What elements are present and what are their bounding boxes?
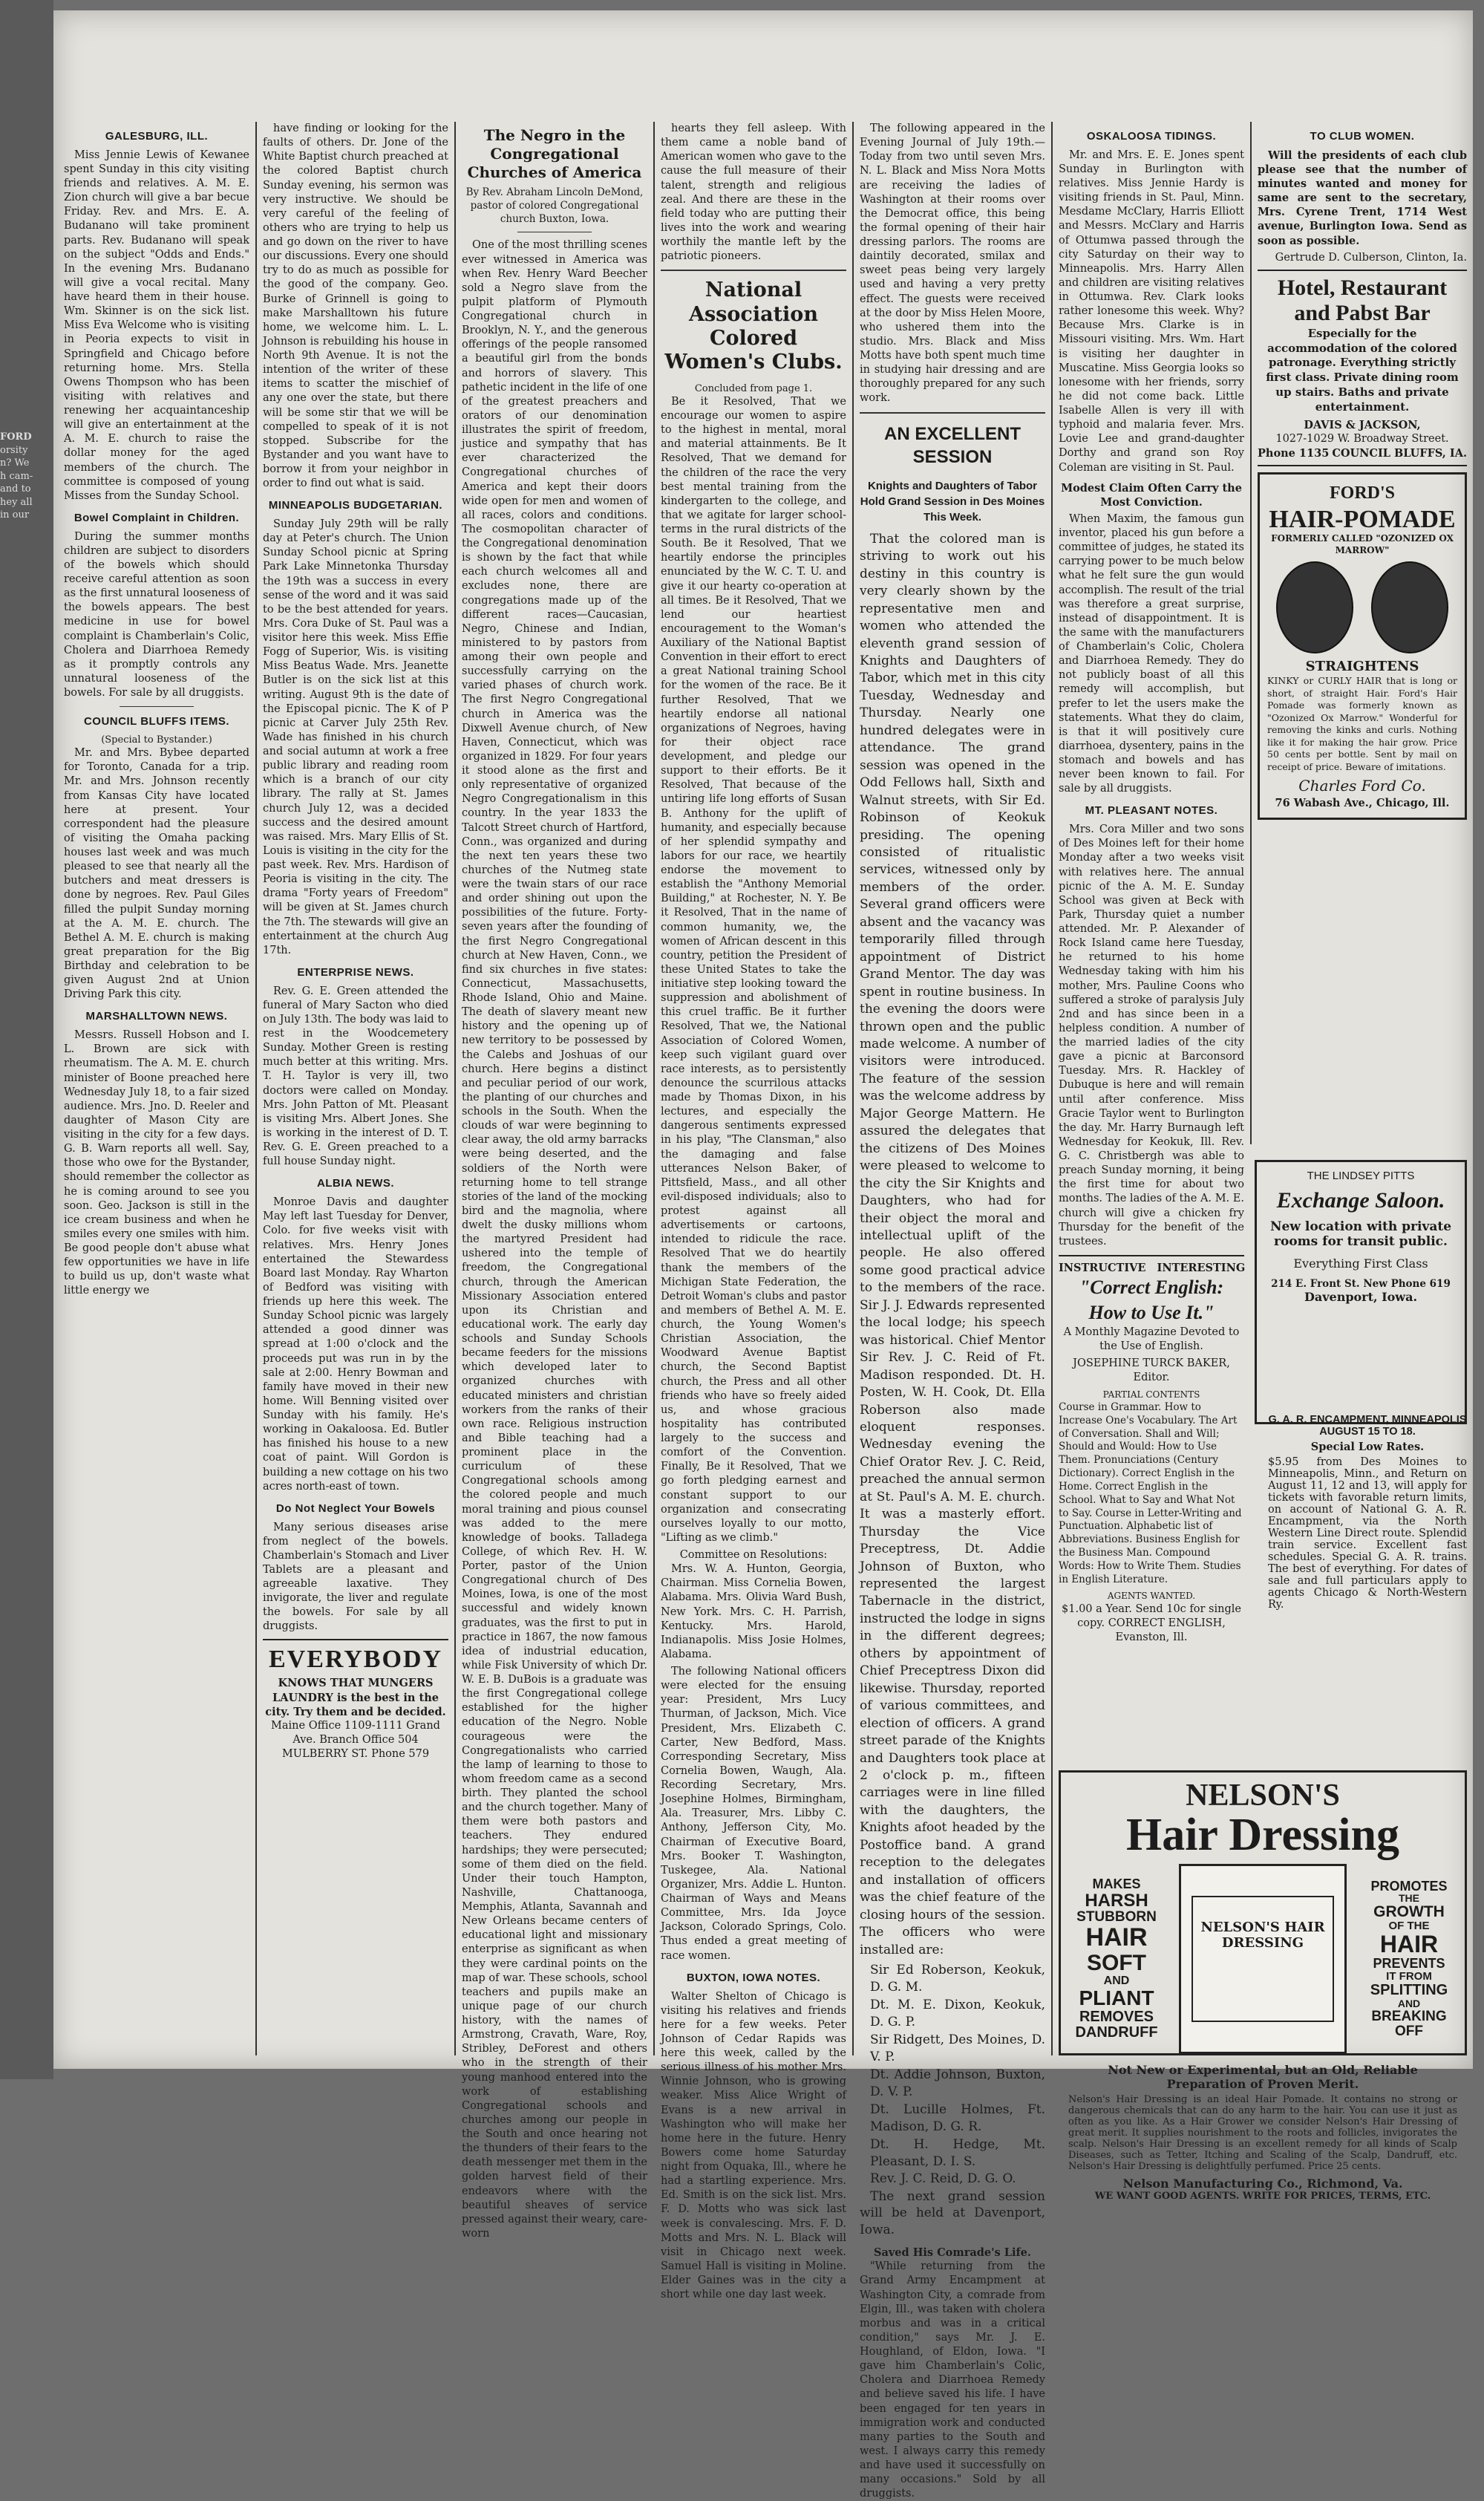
claim-line: IT FROM — [1386, 1970, 1432, 1983]
laundry-ad — [263, 1639, 448, 1762]
hotel-ad-address: 1027-1029 W. Broadway Street. — [1275, 432, 1449, 445]
nelson-ad-left-claims — [1068, 1877, 1165, 2040]
claim-line: SPLITTING — [1370, 1982, 1448, 1999]
minneapolis-text: Sunday July 29th will be rally day at Peter's church. The Union Sunday School picnic at Spring Park Lake Minnetonka Thursday the 19th was a success in every sense of the word and it was said to be the best attended for years. Mrs. Cora Duke of St. Paul was a visitor here this week. Miss Effie Fogg of Superior, Wis. is visiting Miss Beatus Wade. Mrs. Jeanette Butler is on the sick list at this writing. August 9th is the date of the Episcopal picnic. The K of P picnic at Carver July 25th Rev. Wade has finished in his church and social autumn at work a free public library and reading room which is a branch of our city library. The rally at St. James church July 12, was a decided success and the desired amount was raised. Mrs. Mary Ellis of St. Louis is visiting in the city for the past week. Rev. Mrs. Hardison of Peoria is visiting in the city. The drama "Forty years of Freedom" will be given at St. James church the 7th. The stewards will give an entertainment at the church Aug 17th. — [263, 518, 448, 956]
ford-ad-title-2: HAIR-POMADE — [1269, 505, 1456, 533]
officer-line: Dt. Addie Johnson, Buxton, D. V. P. — [870, 2067, 1045, 2100]
officer-line: Sir Ed Roberson, Keokuk, D. G. M. — [870, 1963, 1045, 1995]
claim-line: THE — [1399, 1892, 1419, 1905]
galesburg-heading: GALESBURG, ILL. — [105, 130, 209, 143]
hotel-ad-title: Hotel, Restaurant and Pabst Bar — [1277, 275, 1448, 326]
enterprise-text: Rev. G. E. Green attended the funeral of Mary Sacton who died on July 13th. The body was laid to rest in the Woodcemetery Sunday. Mother Green is resting much better at this writing. Mrs. T. H. Taylor is very ill, two doctors were called on Monday. Mrs. John Patton of Mt. Pleasant is visiting Mrs. Albert Jones. She is working in the interest of D. T. Rev. G. E. Green preached to a full house Sunday night. — [263, 985, 448, 1168]
hotel-ad-text: Especially for the accommodation of the colored patronage. Everything strictly first class. Private dining room up stairs. Baths and private entertainment. — [1266, 326, 1459, 414]
officer-line: Dt. H. Hedge, Mt. Pleasant, D. I. S. — [870, 2136, 1045, 2169]
fragment-line: h cam- — [0, 470, 33, 482]
column-5 — [860, 122, 1045, 2500]
divider — [120, 706, 194, 707]
ford-ad-title: FORD'S — [1329, 483, 1395, 503]
hotel-ad-phone: Phone 1135 — [1258, 446, 1330, 460]
hair-parlor-text: The following appeared in the Evening Journal of July 19th.—Today from two until seven Mrs. N. L. Black and Miss Nora Motts are receiving the ladies of Washington at their rooms over the Democrat office, this being the formal opening of their hair dressing parlors. The rooms are daintily decorated, smilax and sweet peas being very largely used and having a very pretty effect. The guests were received at the door by Miss Helen Moore, who ushered them into the studio. Mrs. Black and Miss Motts have both spent much time in studying hair dressing and are thoroughly prepared for any such work. — [860, 123, 1045, 405]
claim-line: HARSH — [1085, 1891, 1148, 1911]
nelson-ad-title: NELSON'S — [1186, 1778, 1340, 1813]
laundry-ad-text: KNOWS THAT MUNGERS LAUNDRY is the best in the city. Try them and be decided. — [265, 1677, 446, 1718]
claim-line: STUBBORN — [1076, 1909, 1157, 1926]
gar-ad-text: $5.95 from Des Moines to Minneapolis, Minn., and Return on August 11, 12 and 13, will apply for tickets with favorable return limits, on account of National G. A. R. Encampment, via the North Western Line Direct route. Splendid train service. Excellent fast schedules. Special G. A. R. trains. The best of everything. For dates of sale and full particulars apply to agents Chicago & North-Western Ry. — [1268, 1456, 1467, 1611]
column-rule — [653, 122, 655, 2055]
tin-label: NELSON'S HAIR DRESSING — [1192, 1896, 1334, 2022]
fragment-line: hey all — [0, 496, 33, 508]
claim-line: OF THE — [1388, 1920, 1430, 1933]
nelson-ad-tagline: Not New or Experimental, but an Old, Reliable Preparation of Proven Merit. — [1108, 2063, 1418, 2092]
hotel-ad-firm: DAVIS & JACKSON, — [1304, 418, 1421, 431]
galesburg-text: Miss Jennie Lewis of Kewanee spent Sunday in this city visiting friends and relatives. A. M. E. Zion church will give a bar becue Friday. Rev. and Mrs. E. A. Budanano will take prominent parts. Rev. Budanano will speak on the subject "Odds and Ends." In the evening Mrs. Budanano will give a vocal recital. Many have heard them in their house. Wm. Skinner is on the sick list. Miss Eva Welcome who is visiting in Peoria expects to visit in Springfield and Chicago before returning home. Mrs. Stella Owens Thompson who has been visiting with relatives and renewing her acquaintanceship will give an entertainment at the A. M. E. church to raise the dollar money for the aged members of the church. The committee is composed of young Misses from the Sunday School. — [64, 149, 249, 502]
installed-officers — [860, 1962, 1045, 2188]
buxton-text: Walter Shelton of Chicago is visiting his relatives and friends here for a few weeks. Peter Johnson of Cedar Rapids was here this week, called by the serious illness of his mother Mrs. Winnie Johnson, who is growing weaker. Miss Alice Wright of Evans is a new arrival in Washington who will make her home here in the future. Henry Bowers come home Saturday night from Oquaka, Ill., where he had a startling experience. Mrs. Ed. Smith is on the sick list. Mrs. F. D. Motts who was sick last week is convalescing. Mrs. F. D. Motts and Mrs. N. L. Black will visit in Chicago next week. Samuel Hall is visiting in Moline. Elder Gaines was in the city a short while one day last week. — [661, 1990, 846, 2301]
bowel-text: During the summer months children are subject to disorders of the bowels which should receive careful attention as soon as the first unnatural looseness of the bowels appears. The best medicine in use for bowel complaint is Chamberlain's Colic, Cholera and Diarrhoea Remedy as it promptly controls any unnatural looseness of the bowels. For sale by all druggists. — [64, 530, 249, 700]
woman-portrait-icon — [1276, 561, 1353, 653]
ford-ad-subtitle: FORMERLY CALLED "OZONIZED OX MARROW" — [1271, 533, 1454, 555]
club-women-heading: TO CLUB WOMEN. — [1310, 130, 1415, 143]
council-bluffs-subheading: (Special to Bystander.) — [101, 734, 212, 746]
claim-line: SOFT — [1087, 1951, 1146, 1976]
column-6 — [1059, 122, 1246, 1644]
committee-heading: Committee on Resolutions: — [679, 1549, 828, 1562]
excellent-session-text: That the colored man is striving to work out his destiny in this country is very clearly shown by the representative men and women who attended the eleventh grand session of Knights and Daughters of Tabor, which met in this city Tuesday, Wednesday and Thursday. Nearly one hundred delegates were in attendance. The grand session was opened in the Odd Fellows hall, Sixth and Walnut streets, with Sir Ed. Robinson of Keokuk presiding. The opening consisted of ritualistic services, witnessed only by members of the order. Several grand officers were absent and the vacancy was temporarily filled through appointment of District Grand Mentor. The day was spent in routine business. In the evening the doors were thrown open and the public made welcome. A number of visitors were introduced. The feature of the session was the welcome address by Major George Mattern. He assured the delegates that the citizens of Des Moines were pleased to welcome to the city the Sir Knights and Daughters, who had for their object the moral and intellectual uplift of the people. He also offered some good practical advice to the members of the race. Sir J. J. Edwards represented the local lodge; his speech was historical. Chief Mentor Sir Rev. J. C. Reid of Ft. Madison responded. Dt. H. Posten, W. H. Cook, Dt. Ella Roberson also made eloquent responses. Wednesday evening the Chief Orator Rev. J. C. Reid, preached the annual sermon at St. Paul's A. M. E. church. It was a masterly effort. Thursday the Vice Preceptress, Dt. Addie Johnson of Buxton, who represented the largest Tabernacle in the district, instructed the lodge in signs in the different degrees; others by appointment of Chief Preceptress Dixon did likewise. Thursday, reported of various committees, and election of officers. A grand street parade of the Knights and Daughters took place at 2 o'clock p. m., fifteen carriages were in line filled with the daughters, the Knights afoot headed by the Postoffice band. A grand reception to the delegates and installation of officers was the chief feature of the closing hours of the session. The officers who were installed are: — [860, 531, 1045, 1957]
claim-line: REMOVES — [1079, 2008, 1154, 2025]
marshalltown-heading: MARSHALLTOWN NEWS. — [85, 1010, 228, 1023]
nelson-ad-title-2: Hair Dressing — [1125, 1810, 1399, 1860]
fragment-line: orsity — [0, 444, 28, 456]
hotel-ad-footer — [1258, 446, 1467, 460]
hair-dressing-tin-icon — [1179, 1864, 1347, 2054]
column-1 — [64, 122, 249, 2055]
nelson-hair-dressing-ad — [1059, 1770, 1467, 2202]
club-women-signature: Gertrude D. Culberson, Clinton, Ia. — [1275, 251, 1467, 264]
ford-pomade-ad — [1258, 472, 1467, 820]
officers-text: The following National officers were elected for the ensuing year: President, Mrs Lucy Thurman, of Jackson, Mich. Vice President, Mrs. Elizabeth C. Carter, New Bedford, Mass. Corresponding Secretary, Miss Cornelia Bowen, Waugh, Ala. Recording Secretary, Mrs. Josephine Holmes, Birmingham, Ala. Treasurer, Mrs. Libby C. Anthony, Jefferson City, Mo. Chairman of Executive Board, Mrs. Booker T. Washington, Tuskegee, Ala. National Organizer, Mrs. Addie L. Hunton. Chairman of Ways and Means Committee, Mrs. Ida Joyce Jackson, Colorado Springs, Colo. Thus ended a great meeting of race women. — [661, 1666, 846, 1962]
officer-line: Dt. Lucille Holmes, Ft. Madison, D. G. R. — [870, 2101, 1045, 2135]
bowel-heading: Bowel Complaint in Children. — [73, 511, 240, 524]
correct-english-subtitle: A Monthly Magazine Devoted to the Use of English. — [1063, 1326, 1240, 1352]
ford-ad-signature: Charles Ford Co. — [1298, 777, 1426, 795]
woman-portrait-icon — [1371, 561, 1448, 653]
bowels-ad-text: Many serious diseases arise from neglect of the bowels. Chamberlain's Stomach and Liver Tablets are a pleasant and agreeable laxative. They invigorate, the liver and regulate the bowels. For sale by all druggists. — [263, 1521, 448, 1633]
correct-english-editor: JOSEPHINE TURCK BAKER, Editor. — [1073, 1357, 1230, 1384]
gar-ad-heading: G. A. R. ENCAMPMENT, MINNEAPOLIS AUGUST 15 TO 18. — [1268, 1414, 1467, 1438]
lindsey-ad-text: New location with private rooms for transit public. — [1269, 1219, 1452, 1249]
claim-line: MAKES — [1092, 1876, 1141, 1892]
lindsey-ad-address: 214 E. Front St. New Phone 619 — [1271, 1278, 1451, 1290]
oskaloosa-text: Mr. and Mrs. E. E. Jones spent Sunday in Burlington with relatives. Miss Jennie Hardy is visiting friends in St. Paul, Minn. Mesdame McClary, Harris Elliott and Messrs. McClary and Harris of Ottumwa passed through the city Saturday on their way to Minneapolis. Mrs. Harry Allen and children are visiting relatives in Ottumwa. Rev. Clark looks rather lonesome this week. Why? Because Mrs. Clarke is in Missouri visiting. Mrs. Wm. Hart is visiting her daughter in Muscatine. Miss Georgia looks so lonesome with her friends, sorry he did not come back. Little Isabelle Allen is very ill with typhoid and malaria fever. Mrs. Lovie Lee and grand-daughter Dorthy and grand son Roy Coleman are visiting in St. Paul. — [1059, 149, 1244, 474]
correct-english-contents-heading: PARTIAL CONTENTS — [1102, 1389, 1200, 1401]
column-rule — [1051, 122, 1053, 2055]
column-4 — [661, 122, 846, 2301]
correct-english-contents: Course in Grammar. How to Increase One's Vocabulary. The Art of Conversation. Shall and Will; Should and Would: How to Use Them. Pronunciations (Century Dictionary). Correct English in the Home. Correct English in the School. What to Say and What Not to Say. Course in Letter-Writing and Punctuation. Alphabetic list of Abbreviations. Business English for the Business Man. Compound Words: How to Write Them. Studies in English Literature. — [1059, 1401, 1242, 1585]
mt-pleasant-heading: MT. PLEASANT NOTES. — [1085, 804, 1218, 818]
congregational-continued-text: hearts they fell asleep. With them came a noble band of American women who gave to the cause the full measure of their talent, strength and religious zeal. And there are these in the field today who are putting their lives into the work and wearing worthily the mantle left by the patriotic pioneers. — [661, 123, 846, 263]
council-bluffs-heading: COUNCIL BLUFFS ITEMS. — [83, 715, 230, 728]
hotel-ad — [1258, 270, 1467, 466]
claim-line: HAIR — [1085, 1923, 1148, 1952]
nelson-ad-text: Nelson's Hair Dressing is an ideal Hair Pomade. It contains no strong or dangerous chemicals that can do any harm to the hair. You can use it just as often as you like. As a Hair Grower we consider Nelson's Hair Dressing of great merit. It supplies nourishment to the roots and follicles, invigorates the scalp. Nelson's Hair Dressing is an excellent remedy for all kinds of Scalp Diseases, such as Tetter, Itching and Scaling of the Scalp, Dandruff, etc. Nelson's Hair Dressing is delightfully perfumed. Price 25 cents. — [1068, 2094, 1457, 2173]
fragment-line: FORD — [0, 431, 32, 443]
club-women-text: Will the presidents of each club please see that the number of minutes wanted and money for same are sent to the secretary, Mrs. Cyrene Trent, 1714 West avenue, Burlington Iowa. Send as soon as possible. — [1258, 149, 1467, 247]
correct-english-price: $1.00 a Year. Send 10c for single copy. CORRECT ENGLISH, Evanston, Ill. — [1062, 1603, 1241, 1644]
claim-line: OFF — [1395, 2023, 1423, 2039]
albia-text: Monroe Davis and daughter May left last Tuesday for Denver, Colo. for five weeks visit with relatives. Mrs. Henry Jones entertained the Stewardess Board last Monday. Ray Wharton of Bedford was visiting with friends up here this week. The Sunday School picnic was largely attended a good dinner was spread at 1:00 o'clock and the proceeds put was run in by the sale at 2:00. Henry Bowman and family have moved in their new home. Will Benning visited over Sunday with his family. He's working in Oakaloosa. Ed. Butler has finished his house to a new coat of paint. Will Gordon is building a new cottage on his two acres north-east of town. — [263, 1196, 448, 1493]
claim-line: AND — [1103, 1974, 1130, 1987]
column-7 — [1258, 122, 1467, 1144]
marshalltown-continued-text: have finding or looking for the faults of others. Dr. Jone of the White Baptist church preached at the colored Baptist church Sunday evening, his sermon was very instructive. We should be very careful of the feeling of others who are trying to help us and go down on the river to have our discussions. Every one should try to do as much as possible for the good of the company. Geo. Burke of Grinnell is going to make Marshalltown his future home, we welcome him. L. L. Johnson is rebuilding his house in North 9th Avenue. It is not the intention of the writer of these items to scatter the mischief of any one over the state, but there will be some stir that we will be compelled to speak of it is not stopped. Subscribe for the Bystander and you want have to borrow it from your neighbor in order to find out what is said. — [263, 123, 448, 490]
excellent-session-subheading: Knights and Daughters of Tabor Hold Grand Session in Des Moines This Week. — [860, 479, 1045, 524]
next-session-text: The next grand session will be held at Davenport, Iowa. — [860, 2188, 1045, 2237]
correct-english-title: "Correct English: How to Use It." — [1079, 1276, 1224, 1323]
laundry-ad-title: EVERYBODY — [268, 1645, 443, 1673]
marshalltown-text: Messrs. Russell Hobson and I. L. Brown are sick with rheumatism. The A. M. E. church minister of Boone preached here Wednesday July 18, to a fair sized audience. Mrs. Jno. D. Reeler and daughter of Mason City are visiting in the city for a few days. G. B. Warn reports all well. Say, those who owe for the Bystander, should remember the collector as he is coming around to see you soon. Geo. Jackson is still in the ice cream business and when he smiles every one smiles with him. Be good people don't abuse what few opportunities we have in life to build us up, don't waste what little energy we — [64, 1029, 249, 1297]
saved-life-heading: Saved His Comrade's Life. — [874, 2246, 1031, 2260]
congregational-heading: The Negro in the Congregational Churches of America — [467, 126, 642, 181]
column-rule — [852, 122, 854, 2055]
officer-line: Dt. M. E. Dixon, Keokuk, D. G. P. — [870, 1997, 1045, 2030]
newspaper-page — [53, 10, 1473, 2500]
gar-ad-subheading: Special Low Rates. — [1310, 1441, 1425, 1453]
nelson-ad-agents: WE WANT GOOD AGENTS. WRITE FOR PRICES, TERMS, ETC. — [1094, 2191, 1431, 2202]
ford-ad-text: KINKY or CURLY HAIR that is long or short, of straight Hair. Ford's Hair Pomade was formerly known as "Ozonized Ox Marrow." Wonderful for removing the kinks and curls. Nothing like it for making the hair grow. Price 50 cents per bottle. Sent by mail on receipt of price. Beware of imitations. — [1267, 675, 1457, 772]
minneapolis-heading: MINNEAPOLIS BUDGETARIAN. — [268, 499, 443, 512]
saved-life-text: "While returning from the Grand Army Encampment at Washington City, a comrade from Elgin, Ill., was taken with cholera morbus and was in a critical condition," says Mr. J. E. Houghland, of Eldon, Iowa. "I gave him Chamberlain's Colic, Cholera and Diarrhoea Remedy and believe saved his life. I have been engaged for ten years in immigration work and conducted many parties to the South and west. I always carry this remedy and have used it successfully on many occasions." Sold by all druggists. — [860, 2260, 1045, 2500]
divider — [661, 270, 846, 271]
claim-line: BREAKING — [1371, 2008, 1447, 2024]
column-rule — [255, 122, 257, 2055]
claim-line: HAIR — [1379, 1930, 1439, 1957]
hotel-ad-city: COUNCIL BLUFFS, IA. — [1332, 446, 1467, 460]
lindsey-ad-title: Exchange Saloon. — [1276, 1188, 1445, 1213]
claim-line: PROMOTES — [1370, 1878, 1448, 1894]
lower-right-ads — [1059, 1154, 1467, 2202]
council-bluffs-text: Mr. and Mrs. Bybee departed for Toronto, Canada for a trip. Mr. and Mrs. Johnson recently from Kansas City have located here at present. Your correspondent had the pleasure of visiting the Omaha packing houses last week and was much pleased to see that nearly all the butchers and meat dressers is done by negroes. Rev. Paul Giles filled the pulpit Sunday morning at the A. M. E. church. The Bethel A. M. E. church is making great preparation for the Big Birthday and celebration to be given August 2nd at Union Driving Park this city. — [64, 747, 249, 1001]
albia-heading: ALBIA NEWS. — [316, 1177, 395, 1190]
gar-ad — [1268, 1414, 1467, 1611]
congregational-byline: By Rev. Abraham Lincoln DeMond, pastor of colored Congregational church Buxton, Iowa. — [465, 186, 644, 225]
column-2 — [263, 122, 448, 2055]
laundry-ad-address: Maine Office 1109-1111 Grand Ave. Branch Office 504 MULBERRY ST. Phone 579 — [271, 1719, 440, 1761]
buxton-heading: BUXTON, IOWA NOTES. — [686, 1971, 821, 1984]
ford-ad-address: 76 Wabash Ave., Chicago, Ill. — [1275, 796, 1450, 809]
modest-claim-heading: Modest Claim Often Carry the Most Conviction. — [1061, 481, 1242, 509]
lindsey-ad-heading: THE LINDSEY PITTS — [1307, 1170, 1415, 1182]
officer-line: Sir Ridgett, Des Moines, D. V. P. — [870, 2032, 1045, 2065]
excellent-session-heading: AN EXCELLENT SESSION — [883, 423, 1021, 468]
claim-line: PREVENTS — [1373, 1956, 1445, 1972]
divider — [860, 412, 1045, 414]
officer-line: Rev. J. C. Reid, D. G. O. — [870, 2171, 1016, 2187]
column-3 — [462, 122, 647, 2240]
claim-line: PLIANT — [1079, 1986, 1154, 2010]
oskaloosa-heading: OSKALOOSA TIDINGS. — [1086, 130, 1217, 143]
nelson-ad-company: Nelson Manufacturing Co., Richmond, Va. — [1122, 2176, 1403, 2191]
column-rule — [1250, 122, 1252, 1144]
ford-ad-straightens: STRAIGHTENS — [1305, 658, 1419, 674]
correct-english-tagline: INSTRUCTIVE INTERESTING — [1059, 1261, 1246, 1274]
claim-line: AND — [1397, 1998, 1421, 2010]
women-clubs-concluded: Concluded from page 1. — [694, 382, 813, 394]
mt-pleasant-text: Mrs. Cora Miller and two sons of Des Moines left for their home Monday after a two weeks visit with relatives here. The annual picnic of the A. M. E. Sunday School was given at Beck with Park, Thursday quiet a number attended. Mr. P. Alexander of Rock Island came here Tuesday, he returned to his home Wednesday taking with him his mother, Mrs. Pauline Coons who suffered a stroke of paralysis July 2nd and has since been in a helpless condition. A number of the married ladies of the city gave a picnic at Barconsord Tuesday. Mrs. R. Hackley of Dubuque is here and will remain until after conference. Miss Gracie Taylor went to Burlington the day. Mr. Harry Burnaugh left Wednesday for Keokuk, Ill. Rev. G. C. Christbergh was able to preach Sunday morning, it being the first time for about two months. The ladies of the A. M. E. church will give a chicken fry Thursday for the benefit of the trustees. — [1059, 824, 1244, 1248]
women-clubs-heading: National Association Colored Women's Clubs. — [664, 278, 843, 374]
claim-line: DANDRUFF — [1075, 2024, 1158, 2041]
nelson-ad-right-claims — [1361, 1879, 1457, 2039]
congregational-text: One of the most thrilling scenes ever witnessed in America was when Rev. Henry Ward Beecher sold a Negro slave from the pulpit platform of Plymouth Congregational church in Brooklyn, N. Y., and the generous offerings of the people ransomed a beautiful girl from the bonds and horrors of slavery. This pathetic incident in the life of one of the greatest preachers and orators of our denomination illustrates the spirit of freedom, justice and sympathy that has ever characterized the Congregational churches of America and kept their doors wide open for men and women of all races, colors and conditions. The cosmopolitan character of the Congregational denomination is shown by the fact that while each church welcomes all and excludes none, there are congregations made up of the different races—Caucasian, Negro, Chinese and Indian, ministered to by pastors from among their own people and successfully carrying on the varied phases of church work. The first Negro Congregational church in America was the Dixwell Avenue church, of New Haven, Connecticut, which was organized in 1829. For four years it stood alone as the first and only representative of organized Negro Congregationalism in this country. In the year 1833 the Talcott Street church of Hartford, Conn., was organized and during the next ten years these two churches of the Nutmeg state were the twain stars of our race and order shining out upon the possibilities of the future. Forty-seven years after the founding of the first Negro Congregational church at New Haven, Conn., we find six churches in five states: Connecticut, Massachusetts, Rhode Island, Ohio and Maine. The death of slavery meant new history and the opening up of new territory to be possessed by the Calebs and Joshuas of our church. Here begins a distinct and peculiar period of our work, the planting of our churches and schools in the South. When the clouds of war were beginning to clear away, the old army barracks were being deserted, and the soldiers of the North were returning home to tell strange stories of the land of the mocking bird and the magnolia, where dwelt the dusky millions whom the martyred President had ushered into the temple of freedom, the Congregational church, through the American Missionary Association entered upon its Christian and educational work. The early day schools and Sunday Schools became feeders for the missions which developed later to organized churches with educated ministers and christian workers from the ranks of their own race. Religious instruction and Bible teaching had a prominent place in the curriculum of these Congregational schools among the colored people and much moral training and pious counsel was added to the mere knowledge of books. Talladega College, of which Rev. H. W. Porter, pastor of the Union Congregational church of Des Moines, Iowa, is one of the most successful and widely known graduates, was the first to put in practice in 1867, the now famous idea of industrial education, while Fisk University of which Dr. W. E. B. DuBois is a graduate was the first Congregational college established for the higher education of the Negro. Noble courageous were the Congregationalists who carried the lamp of learning to those to whom freedom came as a second birth. They planted the school and the church together. Many of them were both pastors and teachers. They endured hardships; they were persecuted; some of them died on the field. Under their touch Hampton, Nashville, Chattanooga, Memphis, Atlanta, Savannah and New Orleans became centers of educational light and missionary enterprise as significant as when they were cardinal points on the map of war. These schools, school teachers and pupils make an unique page of our church history, with the names of Armstrong, Cravath, Ware, Roy, Stribley, DeForest and others who in the strength of their young manhood entered into the work of establishing Congregational schools and churches among our people in the South and once hearing not the thunders of their fears to the death messenger met them in the golden harvest field of their endeavors where with the beautiful sheaves of service pressed against their weary, care-worn — [462, 239, 647, 2240]
modest-claim-text: When Maxim, the famous gun inventor, placed his gun before a committee of judges, he stated its carrying power to be much below what he felt sure the gun would accomplish. The result of the trial was therefore a great surprise, instead of disappointment. It is the same with the manufacturers of Chamberlain's Colic, Cholera and Diarrhoea Remedy. They do not publicly boast of all this remedy will accomplish, but prefer to let the users make the statements. What they do claim, is that it will positively cure diarrhoea, dysentery, pains in the stomach and bowels and has never been known to fail. For sale by all druggists. — [1059, 512, 1244, 795]
women-clubs-text: Be it Resolved, That we encourage our women to aspire to the highest in mental, moral and material attainments. Be It Resolved, That we demand for the children of the race the very best mental training from the kindergarten to the college, and that we agitate for larger school-terms in the rural districts of the South. Be it Resolved, That we heartily endorse the principles enunciated by the W. C. T. U. and give it our hearty co-operation at all times. Be it Resolved, That we lend our heartiest encouragement to the Woman's Auxiliary of the National Baptist Convention in their effort to erect a great National training School for the women of the race. Be it further Resolved, That we heartily endorse all national organizations of Negroes, having for their object race development, and pledge our support to their efforts. Be it Resolved, That because of the untiring life long efforts of Susan B. Anthony for the uplift of humanity, and especially because of her splendid sympathy and labors for our race, we heartily endorse the movement to establish the "Anthony Memorial Building," at Rochester, N. Y. Be it Resolved, That in the name of common humanity, we, the women of African descent in this country, petition the President of these United States to take the initiative step looking toward the suppression and abolishment of this cruel traffic. Be it further Resolved, That we, the National Association of Colored Women, keep such vigilant guard over race interests, as to persistently denounce the scurrilous attacks made by Thomas Dixon, in his lectures, and especially the dangerous sentiments expressed in his play, "The Clansman," also the damaging and false utterances Nelson Baker, of Pittsfield, Mass., and all other evil-disposed individuals; also to protest against all advertisements or cartoons, intended to ridicule the race. Resolved That we do heartily thank the members of the Michigan State Federation, the Detroit Woman's clubs and pastor and members of Bethel A. M. E. church, the Young Women's Christian Association, the Woodward Avenue Baptist church, the Second Baptist church, the Press and all other friends who have so freely aided us, and whose gracious hospitality has contributed largely to the success and comfort of the Convention. Finally, Be it Resolved, That we go forth pledging earnest and constant support to our organization and consecrating ourselves loyally to our motto, "Lifting as we climb." — [661, 395, 846, 1544]
committee-list: Mrs. W. A. Hunton, Georgia, Chairman. Miss Cornelia Bowen, Alabama. Mrs. Olivia Ward Bush, New York. Mrs. C. H. Parrish, Kentucky. Mrs. Harold, Indianapolis. Miss Josie Holmes, Alabama. — [661, 1563, 846, 1660]
fragment-line: and to — [0, 483, 31, 495]
facing-page-edge — [0, 0, 53, 2079]
correct-english-agents: AGENTS WANTED. — [1107, 1591, 1196, 1602]
enterprise-heading: ENTERPRISE NEWS. — [297, 965, 414, 979]
claim-line: GROWTH — [1373, 1903, 1445, 1921]
lindsey-ad-class: Everything First Class — [1293, 1256, 1428, 1271]
fragment-line: n? We — [0, 457, 30, 469]
lindsey-ad-city: Davenport, Iowa. — [1304, 1290, 1418, 1304]
facing-page-fragment — [0, 431, 52, 522]
bowels-ad-heading: Do Not Neglect Your Bowels — [275, 1501, 436, 1515]
fragment-line: in our — [0, 509, 30, 521]
lindsey-saloon-ad — [1255, 1160, 1467, 1424]
column-rule — [454, 122, 456, 2055]
